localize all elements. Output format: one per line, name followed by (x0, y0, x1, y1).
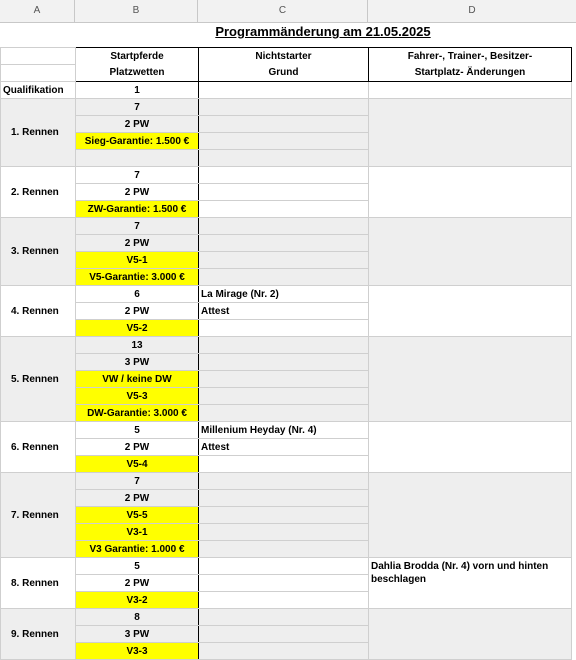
aenderungen-cell[interactable] (369, 286, 572, 337)
header-nichtstarter[interactable]: Nichtstarter (199, 48, 369, 65)
startpferde-cell[interactable]: V5-1 (76, 252, 199, 269)
column-header-b[interactable]: B (75, 0, 198, 22)
startpferde-cell[interactable]: 2 PW (76, 235, 199, 252)
startpferde-cell[interactable]: V5-5 (76, 507, 199, 524)
race-label[interactable]: 3. Rennen (1, 218, 76, 286)
nichtstarter-cell[interactable] (199, 337, 369, 354)
nichtstarter-cell[interactable] (199, 643, 369, 660)
startpferde-cell[interactable]: V3 Garantie: 1.000 € (76, 541, 199, 558)
nichtstarter-cell[interactable] (199, 99, 369, 116)
aenderungen-cell[interactable] (369, 218, 572, 286)
aenderungen-cell[interactable] (369, 422, 572, 473)
nichtstarter-cell[interactable] (199, 116, 369, 133)
nichtstarter-cell[interactable] (199, 592, 369, 609)
startpferde-cell[interactable]: DW-Garantie: 3.000 € (76, 405, 199, 422)
nichtstarter-cell[interactable] (199, 456, 369, 473)
table-row (1, 609, 572, 626)
aenderungen-cell[interactable] (369, 167, 572, 218)
nichtstarter-cell[interactable] (199, 371, 369, 388)
nichtstarter-cell[interactable] (199, 354, 369, 371)
nichtstarter-cell[interactable] (199, 184, 369, 201)
nichtstarter-cell[interactable] (199, 473, 369, 490)
startpferde-cell[interactable]: 7 (76, 99, 199, 116)
column-header-d[interactable]: D (468, 5, 476, 16)
startpferde-cell[interactable]: 6 (76, 286, 199, 303)
table-row (1, 218, 572, 235)
table-row (1, 286, 572, 303)
nichtstarter-cell[interactable] (199, 252, 369, 269)
header-startplatz[interactable]: Startplatz- Änderungen (369, 65, 572, 82)
table-row (1, 473, 572, 490)
column-header-bar (0, 0, 576, 23)
schedule-table (0, 47, 572, 660)
page-title[interactable]: Programmänderung am 21.05.2025 (215, 24, 431, 39)
qualifikation-label[interactable]: Qualifikation (1, 82, 76, 99)
startpferde-cell[interactable]: 2 PW (76, 116, 199, 133)
nichtstarter-cell[interactable] (199, 507, 369, 524)
startpferde-cell[interactable]: 5 (76, 422, 199, 439)
aenderungen-cell[interactable] (369, 609, 572, 660)
nichtstarter-cell[interactable] (199, 388, 369, 405)
nichtstarter-cell[interactable]: Millenium Heyday (Nr. 4) (199, 422, 369, 439)
table-row (1, 558, 572, 575)
table-row (1, 99, 572, 116)
aenderungen-cell[interactable] (369, 99, 572, 167)
startpferde-cell[interactable]: ZW-Garantie: 1.500 € (76, 201, 199, 218)
nichtstarter-cell[interactable] (199, 201, 369, 218)
startpferde-cell[interactable]: 13 (76, 337, 199, 354)
qualifikation-d[interactable] (369, 82, 572, 99)
column-header-c[interactable]: C (198, 0, 368, 22)
nichtstarter-cell[interactable] (199, 575, 369, 592)
startpferde-cell[interactable]: 3 PW (76, 354, 199, 371)
startpferde-cell[interactable]: V5-3 (76, 388, 199, 405)
nichtstarter-cell[interactable] (199, 558, 369, 575)
nichtstarter-cell[interactable] (199, 167, 369, 184)
startpferde-cell[interactable]: 2 PW (76, 439, 199, 456)
nichtstarter-cell[interactable] (199, 320, 369, 337)
nichtstarter-cell[interactable] (199, 405, 369, 422)
nichtstarter-cell[interactable] (199, 490, 369, 507)
nichtstarter-cell[interactable] (199, 609, 369, 626)
aenderungen-cell[interactable]: Dahlia Brodda (Nr. 4) vorn und hinten beschlagen (369, 558, 572, 609)
aenderungen-cell[interactable] (369, 473, 572, 558)
startpferde-cell[interactable]: 2 PW (76, 575, 199, 592)
race-label[interactable]: 2. Rennen (1, 167, 76, 218)
startpferde-cell[interactable]: V3-1 (76, 524, 199, 541)
startpferde-cell[interactable]: 8 (76, 609, 199, 626)
startpferde-cell[interactable]: 5 (76, 558, 199, 575)
header-startpferde[interactable]: Startpferde (76, 48, 199, 65)
startpferde-cell[interactable]: 2 PW (76, 184, 199, 201)
startpferde-cell[interactable]: V5-2 (76, 320, 199, 337)
nichtstarter-cell[interactable] (199, 133, 369, 150)
startpferde-cell[interactable]: V5-Garantie: 3.000 € (76, 269, 199, 286)
startpferde-cell[interactable]: 7 (76, 167, 199, 184)
nichtstarter-cell[interactable] (199, 269, 369, 286)
header-platzwetten[interactable]: Platzwetten (76, 65, 199, 82)
nichtstarter-cell[interactable] (199, 626, 369, 643)
nichtstarter-cell[interactable] (199, 235, 369, 252)
nichtstarter-cell[interactable] (199, 218, 369, 235)
table-row (1, 167, 572, 184)
race-label[interactable]: 1. Rennen (1, 99, 76, 167)
startpferde-cell[interactable]: V5-4 (76, 456, 199, 473)
startpferde-cell[interactable]: V3-3 (76, 643, 199, 660)
qualifikation-c[interactable] (199, 82, 369, 99)
race-label[interactable]: 4. Rennen (1, 286, 76, 337)
startpferde-cell[interactable]: 2 PW (76, 490, 199, 507)
nichtstarter-cell[interactable] (199, 541, 369, 558)
qualifikation-value[interactable]: 1 (76, 82, 199, 99)
startpferde-cell[interactable]: V3-2 (76, 592, 199, 609)
startpferde-cell[interactable]: 7 (76, 218, 199, 235)
startpferde-cell[interactable]: 7 (76, 473, 199, 490)
nichtstarter-cell[interactable]: Attest (199, 303, 369, 320)
startpferde-cell[interactable]: Sieg-Garantie: 1.500 € (76, 133, 199, 150)
header-a-1[interactable] (1, 48, 76, 65)
aenderungen-cell[interactable] (369, 337, 572, 422)
race-label[interactable]: 9. Rennen (1, 609, 76, 660)
header-a-2[interactable] (1, 65, 76, 82)
column-header-a[interactable]: A (0, 0, 75, 22)
nichtstarter-cell[interactable]: La Mirage (Nr. 2) (199, 286, 369, 303)
header-grund[interactable]: Grund (199, 65, 369, 82)
race-label[interactable]: 8. Rennen (1, 558, 76, 609)
race-label[interactable]: 6. Rennen (1, 422, 76, 473)
startpferde-cell[interactable]: VW / keine DW (76, 371, 199, 388)
race-label[interactable]: 7. Rennen (1, 473, 76, 558)
startpferde-cell[interactable]: 2 PW (76, 303, 199, 320)
nichtstarter-cell[interactable]: Attest (199, 439, 369, 456)
nichtstarter-cell[interactable] (199, 524, 369, 541)
table-row (1, 337, 572, 354)
nichtstarter-cell[interactable] (199, 150, 369, 167)
race-label[interactable]: 5. Rennen (1, 337, 76, 422)
startpferde-cell[interactable]: 3 PW (76, 626, 199, 643)
startpferde-cell[interactable] (76, 150, 199, 167)
header-fahrer-trainer[interactable]: Fahrer-, Trainer-, Besitzer- (369, 48, 572, 65)
table-row (1, 422, 572, 439)
